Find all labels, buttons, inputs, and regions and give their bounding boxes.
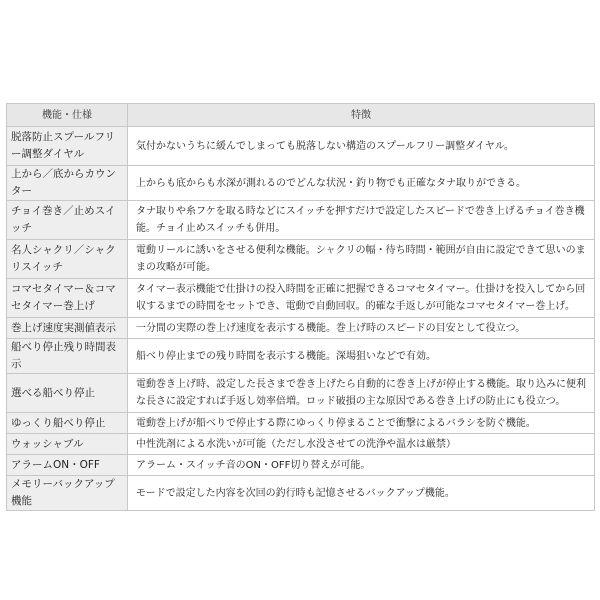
feature-cell: タイマー表示機能で仕掛けの投入時間を正確に把握できるコマセタイマー。仕掛けを投入してから回収するまでの時間をセットでき、電動で自動回収。的確な手返しが可能なコマセタイマー巻上げ。 [128,279,595,318]
column-header-feature: 特徴 [128,104,595,127]
feature-cell: 船べり停止までの残り時間を表示する機能。深場狙いなどで有効。 [128,339,595,374]
feature-cell: 上からも底からも水深が測れるのでどんな状況・釣り物でも正確なタナ取りができる。 [128,166,595,201]
function-cell: 上から／底からカウンター [7,166,128,201]
feature-spec-table [6,103,595,511]
table-row [7,476,595,511]
table-row [7,455,595,476]
table-row [7,374,595,413]
table-row [7,318,595,339]
feature-cell: アラーム・スイッチ音のON・OFF切り替えが可能。 [128,455,595,476]
table-header [7,104,595,127]
table-row [7,339,595,374]
feature-cell: 中性洗剤による水洗いが可能（ただし水没させての洗浄や温水は厳禁） [128,434,595,455]
function-cell: 名人シャクリ／シャクリスイッチ [7,240,128,279]
function-cell: 巻上げ速度実測値表示 [7,318,128,339]
feature-cell: 電動巻上げが船べりで停止する際にゆっくり停まることで衝撃によるバラシを防ぐ機能。 [128,413,595,434]
feature-cell: モードで設定した内容を次回の釣行時も記憶させるバックアップ機能。 [128,476,595,511]
function-cell: メモリーバックアップ機能 [7,476,128,511]
function-cell: チョイ巻き／止めスイッチ [7,201,128,240]
function-cell: ゆっくり船べり停止 [7,413,128,434]
header-row [7,104,595,127]
table-row [7,413,595,434]
table-row [7,127,595,166]
table-row [7,201,595,240]
table-body [7,127,595,511]
function-cell: 選べる船べり停止 [7,374,128,413]
feature-cell: 気付かないうちに緩んでしまっても脱落しない構造のスプールフリー調整ダイヤル。 [128,127,595,166]
feature-cell: 一分間の実際の巻上げ速度を表示する機能。巻上げ時のスピードの目安として役立つ。 [128,318,595,339]
function-cell: ウォッシャブル [7,434,128,455]
feature-cell: タナ取りや糸フケを取る時などにスイッチを押すだけで設定したスピードで巻き上げるチョイ巻き機能。チョイ止めスイッチも併用。 [128,201,595,240]
feature-cell: 電動巻き上げ時、設定した長さまで巻き上げたら自動的に巻き上げが停止する機能。取り込みに便利な長さに設定すれば手返し効率倍増。ロッド破損の主な原因である巻き上げの防止にも役立つ。 [128,374,595,413]
function-cell: コマセタイマー＆コマセタイマー巻上げ [7,279,128,318]
table-row [7,279,595,318]
feature-cell: 電動リールに誘いをさせる便利な機能。シャクリの幅・待ち時間・範囲が自由に設定できて思いのままの攻略が可能。 [128,240,595,279]
table-row [7,166,595,201]
function-cell: 脱落防止スプールフリー調整ダイヤル [7,127,128,166]
column-header-function: 機能・仕様 [7,104,128,127]
function-cell: 船べり停止残り時間表示 [7,339,128,374]
table-row [7,240,595,279]
table-row [7,434,595,455]
function-cell: アラームON・OFF [7,455,128,476]
